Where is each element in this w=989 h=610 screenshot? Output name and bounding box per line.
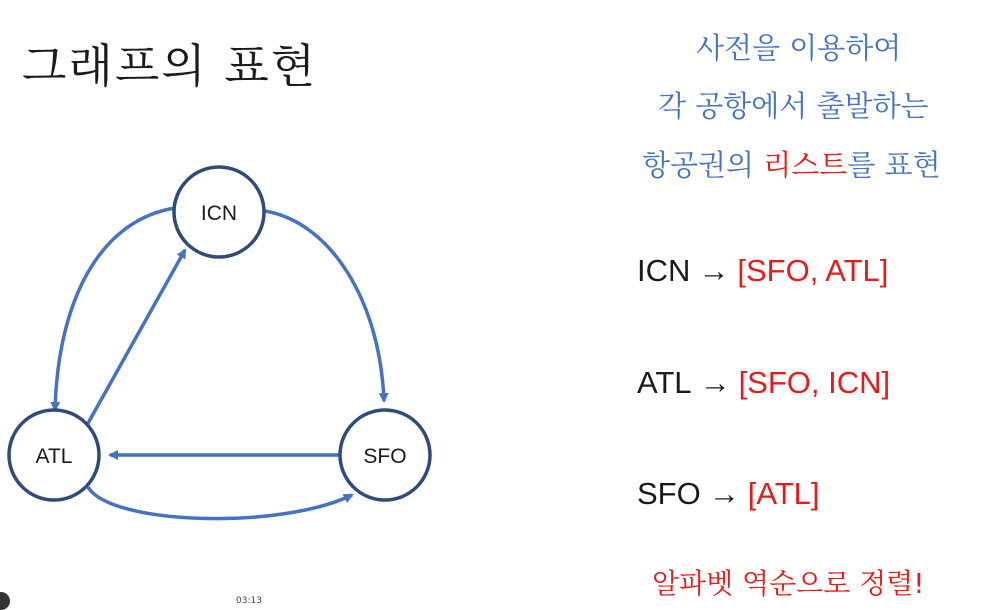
- sort-note: 알파벳 역순으로 정렬!: [652, 567, 925, 600]
- description-line-2: 각 공항에서 출발하는: [658, 89, 929, 123]
- node-label: ICN: [200, 202, 238, 225]
- adjacency-from: ICN: [637, 253, 691, 288]
- adjacency-list: [SFO, ATL]: [737, 253, 889, 288]
- right-arrow-icon: →: [708, 476, 740, 511]
- edge-atl-icn: [87, 250, 185, 425]
- edge-atl-sfo: [88, 487, 352, 519]
- node-sfo: [340, 410, 430, 500]
- right-arrow-icon: →: [698, 253, 730, 288]
- description-line-3-suffix: 를 표현: [847, 148, 941, 182]
- node-atl: [9, 410, 99, 500]
- description-line-1: 사전을 이용하여: [696, 31, 902, 65]
- node-label: ATL: [35, 445, 73, 468]
- adjacency-list: [SFO, ICN]: [738, 365, 891, 400]
- edge-icn-atl: [55, 208, 175, 410]
- description-line-3-prefix: 항공권의: [642, 148, 764, 182]
- adjacency-list: [ATL]: [747, 476, 820, 511]
- node-label: SFO: [363, 445, 407, 468]
- adjacency-from: SFO: [637, 476, 701, 511]
- adjacency-from: ATL: [637, 365, 692, 400]
- edge-icn-sfo: [265, 211, 384, 401]
- slide-title: 그래프의 표현: [22, 39, 318, 93]
- description-highlight: 리스트: [763, 148, 848, 182]
- right-arrow-icon: →: [699, 365, 731, 400]
- node-icn: [174, 167, 264, 257]
- video-timestamp: 03:13: [236, 596, 262, 606]
